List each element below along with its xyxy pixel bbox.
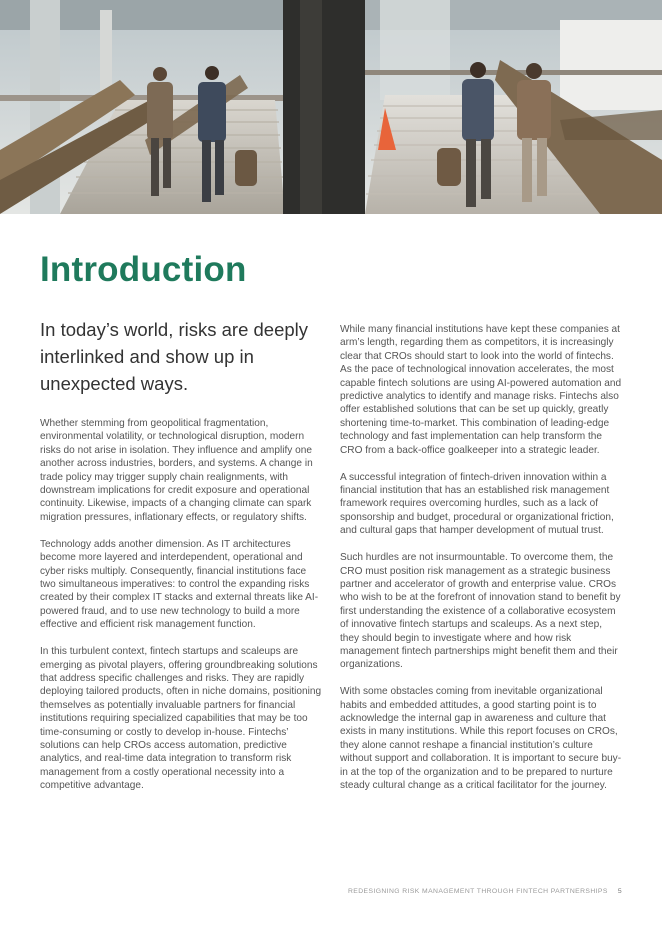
paragraph: While many financial institutions have kept these companies at arm’s length, regarding them as competitors, it is increasingly clear that CROs should start to look into the world of fintechs. As the pace of technological innovation accelerates, the most capable fintech solutions are using AI-powered automation and predictive analytics to identify and manage risks. Fintechs also offer established solutions that can be set up quickly, greatly shortening time-to-market. This combination of leading-edge technology and fast implementation can help transform the CRO from a back-office goalkeeper into a strategic leader.	[340, 324, 622, 456]
left-column	[40, 417, 322, 806]
paragraph: A successful integration of fintech-driven innovation within a financial institution that has an established risk management framework requires overcoming hurdles, such as a lack of sponsorship and budget, procedural or organizational friction, and cultural gaps that hamper development of mutual trust.	[340, 471, 614, 537]
paragraph: Technology adds another dimension. As IT architectures become more layered and interdependent, operational and cyber risks multiply. Consequently, financial institutions face two simultaneous imperatives: to control the expanding risks created by their complex IT stacks and external threats like AI-powered fraud, and to use new technology to build a more effective and efficient risk management function.	[40, 538, 319, 631]
paragraph: Such hurdles are not insurmountable. To overcome them, the CRO must position risk management as a strategic business partner and accelerator of growth and enterprise value. CROs who wish to be at the forefront of innovation stand to benefit by first understanding the existence of a collaborative ecosystem of innovative fintech startups and scaleups. As a next step, they should begin to investigate where and how risk management fintech partnerships might benefit them and their organizations.	[340, 552, 621, 671]
running-title: REDESIGNING RISK MANAGEMENT THROUGH FINTECH PARTNERSHIPS	[347, 888, 608, 895]
page-number: 5	[617, 888, 622, 895]
hero-photo	[0, 0, 662, 214]
page-footer	[348, 888, 622, 895]
hero-photo-illustration	[0, 0, 662, 214]
paragraph: With some obstacles coming from inevitable organizational habits and embedded attitudes, a good starting point is to acknowledge the internal gap in awareness and culture that exists in many institutions. While this report focuses on CROs, they alone cannot reshape a financial institution’s culture without support and collaboration. It is important to secure buy-in at the top of the organization and to be prepared to nurture steady cultural change as a critical facilitator for the journey.	[340, 686, 622, 792]
page-title: Introduction	[40, 250, 247, 289]
paragraph: In this turbulent context, fintech startups and scaleups are emerging as pivotal players, offering groundbreaking solutions that address specific challenges and risks. They are rapidly deploying tailored products, often in niche domains, positioning themselves as potentially invaluable partners for financial institutions requiring specialized capabilities that may be too time-consuming or costly to develop in-house. Fintechs’ solutions can help CROs access automation, predictive analytics, and real-time data integration to transform risk management from a costly operational necessity into a competitive advantage.	[40, 646, 322, 792]
right-column	[340, 323, 622, 806]
lead-statement: In today’s world, risks are deeply interlinked and show up in unexpected ways.	[40, 319, 309, 394]
paragraph: Whether stemming from geopolitical fragmentation, environmental volatility, or technological disruption, modern risks do not arise in isolation. They influence and amplify one another across industries, borders, and systems. A change in trade policy may trigger supply chain realignments, with downstream implications for credit exposure and operational continuity. Likewise, impacts of a changing climate can spark migration pressures, inflationary effects, or regulatory shifts.	[40, 418, 313, 523]
